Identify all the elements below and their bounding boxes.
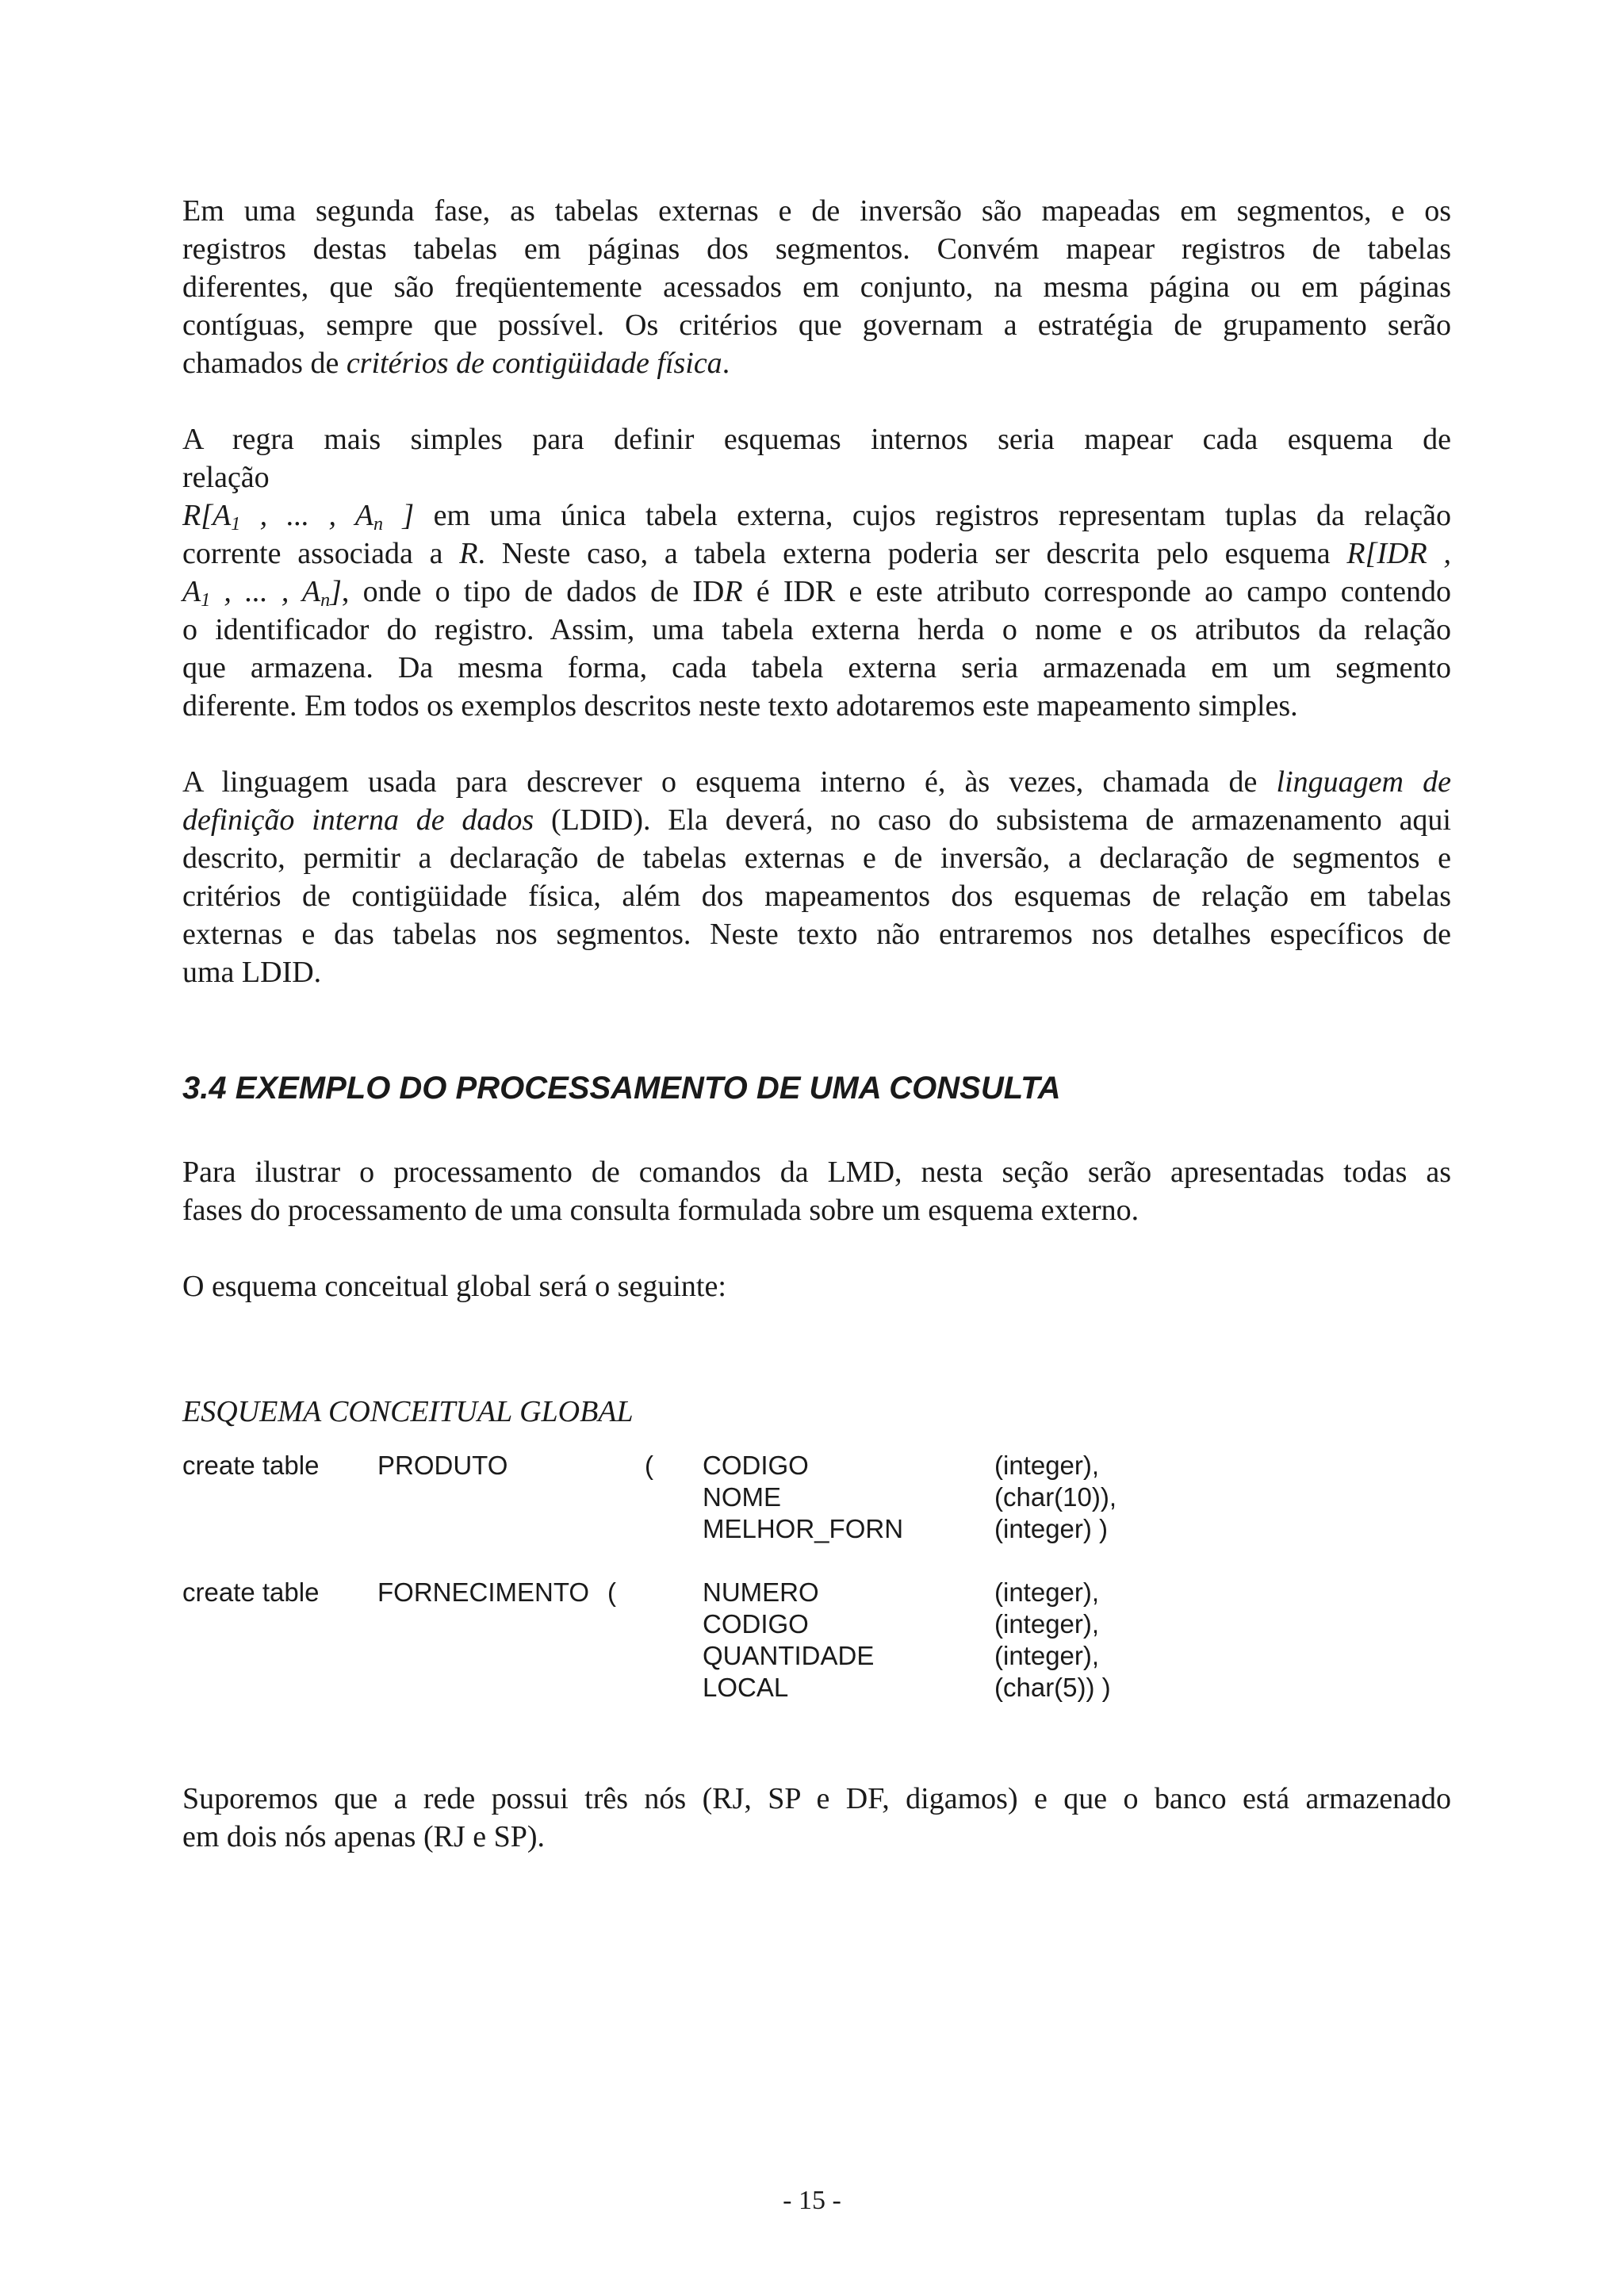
field-name: LOCAL [703, 1673, 789, 1702]
page-number: - 15 - [783, 2186, 841, 2215]
paragraph-ldid [182, 763, 1451, 991]
paragraph-network [182, 1780, 1451, 1856]
field-name: NOME [703, 1482, 781, 1512]
text-line: externas e das tabelas nos segmentos. Neste texto não entraremos nos detalhes específicos de [182, 918, 1451, 951]
open-paren: ( [645, 1451, 653, 1480]
field-type: (integer), [994, 1451, 1100, 1480]
text-line: Suporemos que a rede possui três nós (RJ, SP e DF, digamos) e que o banco está armazenado [182, 1782, 1451, 1815]
text-line: definição interna de dados (LDID). Ela deverá, no caso do subsistema de armazenamento aqui [182, 803, 1451, 837]
field-names [645, 1450, 994, 1545]
paragraph-intro [182, 1153, 1451, 1229]
text-line: diferentes, que são freqüentemente acessados em conjunto, na mesma página ou em páginas [182, 270, 1451, 304]
paragraph-mapping-rule [182, 420, 1451, 725]
text-line: uma LDID. [182, 956, 322, 989]
text-line: contíguas, sempre que possível. Os critérios que governam a estratégia de grupamento serão [182, 309, 1451, 342]
text-line: registros destas tabelas em páginas dos segmentos. Convém mapear registros de tabelas [182, 232, 1451, 266]
schema-title: ESQUEMA CONCEITUAL GLOBAL [182, 1395, 634, 1428]
field-type: (integer), [994, 1577, 1100, 1607]
text-line: chamados de critérios de contigüidade física. [182, 347, 730, 380]
term-italic: critérios de contigüidade física [346, 347, 722, 380]
field-name: QUANTIDADE [703, 1641, 875, 1670]
document-page [182, 192, 1451, 1856]
table-definition-produto [182, 1450, 1451, 1545]
text-line: critérios de contigüidade física, além dos mapeamentos dos esquemas de relação em tabelas [182, 880, 1451, 913]
text-line: em dois nós apenas (RJ e SP). [182, 1820, 546, 1853]
text-line: diferente. Em todos os exemplos descritos neste texto adotaremos este mapeamento simples. [182, 689, 1298, 723]
text-line: A linguagem usada para descrever o esquema interno é, às vezes, chamada de linguagem de [182, 765, 1451, 799]
field-type: (integer) ) [994, 1514, 1109, 1543]
section-heading: 3.4 EXEMPLO DO PROCESSAMENTO DE UMA CONSULTA [182, 1071, 1061, 1106]
open-paren: ( [607, 1577, 616, 1607]
field-names [607, 1577, 994, 1704]
create-table-keyword: create table [182, 1451, 320, 1480]
field-type: (integer), [994, 1609, 1100, 1639]
table-definition-fornecimento [182, 1577, 1451, 1704]
field-name: MELHOR_FORN [703, 1514, 904, 1543]
schema-tables [182, 1450, 1451, 1704]
field-type: (char(10)), [994, 1482, 1117, 1512]
text-line: Em uma segunda fase, as tabelas externas e de inversão são mapeadas em segmentos, e os [182, 194, 1451, 228]
field-name: CODIGO [703, 1451, 809, 1480]
field-type: (integer), [994, 1641, 1100, 1670]
field-types [994, 1450, 1201, 1545]
table-name: PRODUTO [377, 1451, 508, 1480]
field-name: CODIGO [703, 1609, 809, 1639]
text-line: que armazena. Da mesma forma, cada tabela externa seria armazenada em um segmento [182, 651, 1451, 684]
table-name: FORNECIMENTO [377, 1577, 590, 1607]
text-line: descrito, permitir a declaração de tabelas externas e de inversão, a declaração de segmentos e [182, 841, 1451, 875]
create-table-keyword: create table [182, 1577, 320, 1607]
field-types [994, 1577, 1201, 1704]
text-line: $A_1$ , ... , $A_n$], onde o tipo de dados de IDR é IDR e este atributo corresponde ao campo contendo [182, 575, 1452, 611]
text-line: o identificador do registro. Assim, uma tabela externa herda o nome e os atributos da relação [182, 613, 1451, 646]
text-line: relação [182, 461, 270, 494]
text-line: corrente associada a R. Neste caso, a tabela externa poderia ser descrita pelo esquema R[IDR , [182, 537, 1451, 570]
relation-schema: $R[A_1$ , ... , $A_n$ ] [182, 499, 415, 535]
text-line: fases do processamento de uma consulta formulada sobre um esquema externo. [182, 1194, 1139, 1227]
field-name: NUMERO [703, 1577, 819, 1607]
text-line: A regra mais simples para definir esquemas internos seria mapear cada esquema de [182, 423, 1451, 456]
text-line: Para ilustrar o processamento de comandos da LMD, nesta seção serão apresentadas todas as [182, 1156, 1451, 1189]
field-type: (char(5)) ) [994, 1673, 1111, 1702]
paragraph-segments [182, 192, 1451, 382]
paragraph-schema-intro: O esquema conceitual global será o seguinte: [182, 1270, 726, 1303]
text-line: $R[A_1$ , ... , $A_n$ ] em uma única tabela externa, cujos registros representam tuplas da relação [182, 499, 1452, 535]
